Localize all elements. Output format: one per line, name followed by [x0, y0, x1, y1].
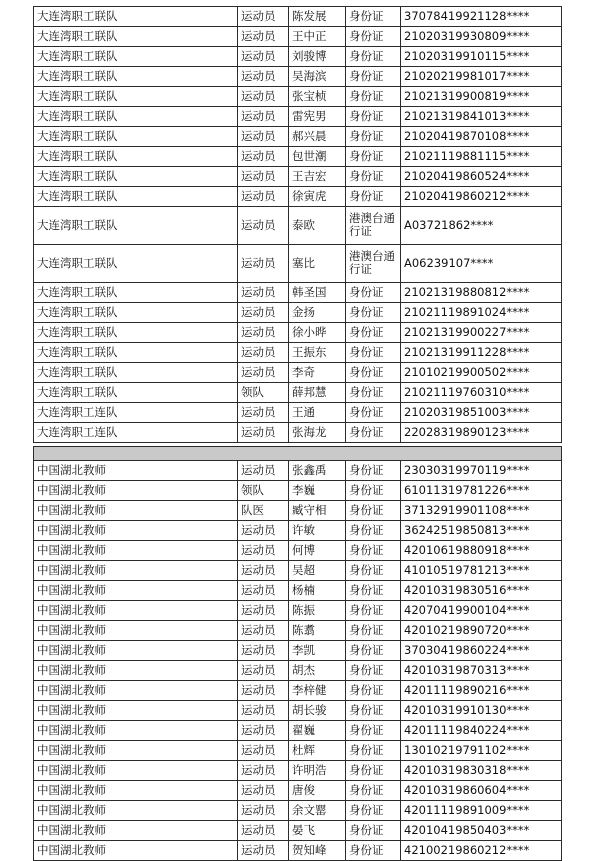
cell-role: 运动员 — [238, 67, 289, 87]
cell-doc-type: 身份证 — [346, 187, 401, 207]
cell-role: 队医 — [238, 501, 289, 521]
table-row — [34, 821, 562, 841]
cell-name: 金扬 — [289, 303, 346, 323]
cell-doc-type: 身份证 — [346, 147, 401, 167]
cell-role: 运动员 — [238, 781, 289, 801]
cell-role: 运动员 — [238, 363, 289, 383]
cell-doc-number: 21020219981017**** — [401, 67, 562, 87]
cell-doc-type: 身份证 — [346, 167, 401, 187]
cell-doc-number: 42010319870313**** — [401, 661, 562, 681]
cell-doc-type: 身份证 — [346, 87, 401, 107]
cell-doc-number: 42011119890216**** — [401, 681, 562, 701]
cell-name: 陈振 — [289, 601, 346, 621]
cell-role: 运动员 — [238, 107, 289, 127]
cell-doc-type: 身份证 — [346, 761, 401, 781]
cell-doc-type: 身份证 — [346, 423, 401, 443]
cell-doc-number: 21021119760310**** — [401, 383, 562, 403]
cell-name: 李凯 — [289, 641, 346, 661]
cell-team: 大连湾职工联队 — [34, 383, 238, 403]
cell-doc-number: 21020319930809**** — [401, 27, 562, 47]
cell-role: 运动员 — [238, 821, 289, 841]
cell-team: 大连湾职工联队 — [34, 245, 238, 283]
cell-doc-number: 21020319910115**** — [401, 47, 562, 67]
cell-doc-number: 42010619880918**** — [401, 541, 562, 561]
cell-name: 陈发展 — [289, 7, 346, 27]
cell-role: 运动员 — [238, 403, 289, 423]
cell-team: 大连湾职工联队 — [34, 67, 238, 87]
cell-role: 运动员 — [238, 323, 289, 343]
cell-team: 大连湾职工联队 — [34, 7, 238, 27]
cell-name: 许敏 — [289, 521, 346, 541]
cell-team: 大连湾职工连队 — [34, 423, 238, 443]
cell-doc-type: 身份证 — [346, 821, 401, 841]
cell-role: 运动员 — [238, 7, 289, 27]
cell-role: 运动员 — [238, 27, 289, 47]
cell-team: 大连湾职工联队 — [34, 283, 238, 303]
cell-doc-type: 身份证 — [346, 363, 401, 383]
cell-doc-type: 身份证 — [346, 383, 401, 403]
cell-name: 包世潮 — [289, 147, 346, 167]
table-row — [34, 481, 562, 501]
table-row — [34, 761, 562, 781]
cell-doc-type: 身份证 — [346, 501, 401, 521]
cell-role: 运动员 — [238, 621, 289, 641]
cell-doc-type: 身份证 — [346, 343, 401, 363]
cell-role: 运动员 — [238, 207, 289, 245]
cell-team: 中国湖北教师 — [34, 561, 238, 581]
cell-doc-type: 身份证 — [346, 403, 401, 423]
cell-team: 中国湖北教师 — [34, 501, 238, 521]
table-row — [34, 27, 562, 47]
cell-role: 运动员 — [238, 841, 289, 861]
cell-team: 大连湾职工联队 — [34, 107, 238, 127]
cell-doc-number: 42070419900104**** — [401, 601, 562, 621]
cell-doc-type: 身份证 — [346, 741, 401, 761]
cell-team: 大连湾职工联队 — [34, 303, 238, 323]
cell-name: 王吉宏 — [289, 167, 346, 187]
cell-doc-type: 身份证 — [346, 481, 401, 501]
cell-role: 运动员 — [238, 283, 289, 303]
cell-doc-type: 港澳台通行证 — [346, 245, 401, 283]
cell-doc-number: 21021319911228**** — [401, 343, 562, 363]
table-row — [34, 323, 562, 343]
cell-role: 运动员 — [238, 561, 289, 581]
section-separator-row — [34, 447, 562, 461]
cell-team: 中国湖北教师 — [34, 581, 238, 601]
table-row — [34, 521, 562, 541]
cell-doc-number: 21020419860212**** — [401, 187, 562, 207]
table-row — [34, 303, 562, 323]
cell-doc-number: 37132919901108**** — [401, 501, 562, 521]
cell-name: 贺知峰 — [289, 841, 346, 861]
cell-role: 运动员 — [238, 245, 289, 283]
cell-name: 余文罂 — [289, 801, 346, 821]
cell-doc-number: 22028319890123**** — [401, 423, 562, 443]
cell-doc-number: 21021319841013**** — [401, 107, 562, 127]
cell-team: 大连湾职工连队 — [34, 403, 238, 423]
cell-doc-type: 身份证 — [346, 47, 401, 67]
cell-doc-number: 36242519850813**** — [401, 521, 562, 541]
cell-role: 运动员 — [238, 127, 289, 147]
cell-role: 运动员 — [238, 761, 289, 781]
cell-doc-type: 身份证 — [346, 521, 401, 541]
cell-team: 中国湖北教师 — [34, 541, 238, 561]
cell-name: 杜辉 — [289, 741, 346, 761]
cell-doc-number: 42010319910130**** — [401, 701, 562, 721]
cell-name: 刘骏博 — [289, 47, 346, 67]
cell-doc-type: 身份证 — [346, 303, 401, 323]
cell-name: 臧守相 — [289, 501, 346, 521]
cell-role: 运动员 — [238, 187, 289, 207]
table-row — [34, 423, 562, 443]
cell-doc-number: 37030419860224**** — [401, 641, 562, 661]
cell-doc-type: 身份证 — [346, 681, 401, 701]
cell-role: 运动员 — [238, 681, 289, 701]
cell-name: 吴海滨 — [289, 67, 346, 87]
cell-role: 运动员 — [238, 343, 289, 363]
cell-doc-number: 21020419860524**** — [401, 167, 562, 187]
cell-name: 韩圣国 — [289, 283, 346, 303]
cell-team: 中国湖北教师 — [34, 641, 238, 661]
roster-table-body — [34, 7, 562, 861]
cell-role: 运动员 — [238, 303, 289, 323]
cell-doc-type: 身份证 — [346, 461, 401, 481]
table-row — [34, 47, 562, 67]
cell-name: 泰欧 — [289, 207, 346, 245]
cell-name: 王振东 — [289, 343, 346, 363]
cell-doc-number: 42100219860212**** — [401, 841, 562, 861]
cell-role: 运动员 — [238, 47, 289, 67]
cell-doc-type: 身份证 — [346, 561, 401, 581]
cell-doc-type: 身份证 — [346, 107, 401, 127]
participant-roster-table — [33, 6, 562, 861]
cell-role: 运动员 — [238, 641, 289, 661]
table-row — [34, 127, 562, 147]
cell-team: 中国湖北教师 — [34, 681, 238, 701]
cell-name: 张鑫禹 — [289, 461, 346, 481]
cell-doc-number: 42011119840224**** — [401, 721, 562, 741]
cell-doc-type: 身份证 — [346, 661, 401, 681]
cell-team: 大连湾职工联队 — [34, 363, 238, 383]
cell-doc-number: 21020419870108**** — [401, 127, 562, 147]
table-row — [34, 601, 562, 621]
cell-doc-number: 41010519781213**** — [401, 561, 562, 581]
table-row — [34, 461, 562, 481]
cell-team: 中国湖北教师 — [34, 661, 238, 681]
cell-doc-type: 身份证 — [346, 541, 401, 561]
table-row — [34, 781, 562, 801]
cell-role: 运动员 — [238, 581, 289, 601]
cell-doc-number: 37078419921128**** — [401, 7, 562, 27]
cell-doc-number: A06239107**** — [401, 245, 562, 283]
cell-name: 胡杰 — [289, 661, 346, 681]
cell-doc-type: 身份证 — [346, 283, 401, 303]
cell-name: 张海龙 — [289, 423, 346, 443]
cell-team: 中国湖北教师 — [34, 481, 238, 501]
cell-team: 中国湖北教师 — [34, 621, 238, 641]
cell-name: 陈翥 — [289, 621, 346, 641]
table-row — [34, 581, 562, 601]
cell-team: 大连湾职工联队 — [34, 87, 238, 107]
cell-team: 大连湾职工联队 — [34, 187, 238, 207]
cell-doc-number: 21021319900227**** — [401, 323, 562, 343]
table-row — [34, 383, 562, 403]
cell-team: 中国湖北教师 — [34, 781, 238, 801]
table-row — [34, 403, 562, 423]
cell-team: 中国湖北教师 — [34, 461, 238, 481]
table-row — [34, 87, 562, 107]
table-row — [34, 801, 562, 821]
cell-name: 李奇 — [289, 363, 346, 383]
cell-team: 中国湖北教师 — [34, 701, 238, 721]
table-row — [34, 621, 562, 641]
cell-doc-number: 42010219890720**** — [401, 621, 562, 641]
cell-doc-type: 身份证 — [346, 841, 401, 861]
cell-name: 徐小晔 — [289, 323, 346, 343]
cell-name: 徐寅虎 — [289, 187, 346, 207]
cell-role: 运动员 — [238, 721, 289, 741]
cell-team: 大连湾职工联队 — [34, 167, 238, 187]
cell-role: 运动员 — [238, 661, 289, 681]
cell-role: 运动员 — [238, 741, 289, 761]
cell-doc-type: 港澳台通行证 — [346, 207, 401, 245]
cell-doc-number: 21021319880812**** — [401, 283, 562, 303]
cell-role: 领队 — [238, 383, 289, 403]
table-row — [34, 641, 562, 661]
table-row — [34, 147, 562, 167]
cell-doc-type: 身份证 — [346, 581, 401, 601]
cell-role: 运动员 — [238, 461, 289, 481]
cell-doc-type: 身份证 — [346, 7, 401, 27]
section-separator-cell — [34, 447, 562, 461]
cell-name: 杨楠 — [289, 581, 346, 601]
table-row — [34, 363, 562, 383]
cell-doc-number: 21021319900819**** — [401, 87, 562, 107]
cell-name: 雷宪男 — [289, 107, 346, 127]
cell-role: 运动员 — [238, 167, 289, 187]
cell-doc-type: 身份证 — [346, 27, 401, 47]
cell-name: 晏飞 — [289, 821, 346, 841]
cell-name: 王通 — [289, 403, 346, 423]
cell-team: 中国湖北教师 — [34, 741, 238, 761]
cell-name: 塞比 — [289, 245, 346, 283]
cell-team: 大连湾职工联队 — [34, 343, 238, 363]
cell-role: 运动员 — [238, 147, 289, 167]
cell-role: 领队 — [238, 481, 289, 501]
cell-team: 中国湖北教师 — [34, 721, 238, 741]
cell-name: 吴超 — [289, 561, 346, 581]
table-row — [34, 187, 562, 207]
cell-team: 大连湾职工联队 — [34, 323, 238, 343]
cell-doc-number: 21020319851003**** — [401, 403, 562, 423]
cell-doc-type: 身份证 — [346, 127, 401, 147]
table-row — [34, 741, 562, 761]
cell-team: 大连湾职工联队 — [34, 207, 238, 245]
table-row — [34, 701, 562, 721]
table-row — [34, 661, 562, 681]
cell-name: 许明浩 — [289, 761, 346, 781]
cell-doc-type: 身份证 — [346, 801, 401, 821]
table-row — [34, 67, 562, 87]
cell-doc-number: 21021119891024**** — [401, 303, 562, 323]
table-row — [34, 245, 562, 283]
cell-doc-type: 身份证 — [346, 601, 401, 621]
cell-team: 大连湾职工联队 — [34, 127, 238, 147]
cell-team: 大连湾职工联队 — [34, 47, 238, 67]
cell-doc-number: 23030319970119**** — [401, 461, 562, 481]
cell-team: 中国湖北教师 — [34, 601, 238, 621]
cell-role: 运动员 — [238, 541, 289, 561]
table-row — [34, 207, 562, 245]
cell-role: 运动员 — [238, 701, 289, 721]
table-row — [34, 541, 562, 561]
cell-name: 翟巍 — [289, 721, 346, 741]
cell-team: 大连湾职工联队 — [34, 27, 238, 47]
cell-name: 郝兴晨 — [289, 127, 346, 147]
table-row — [34, 283, 562, 303]
cell-doc-number: 42010319860604**** — [401, 781, 562, 801]
cell-doc-number: 42011119891009**** — [401, 801, 562, 821]
table-row — [34, 7, 562, 27]
cell-name: 何博 — [289, 541, 346, 561]
cell-doc-number: 21010219900502**** — [401, 363, 562, 383]
table-row — [34, 501, 562, 521]
cell-team: 中国湖北教师 — [34, 801, 238, 821]
cell-role: 运动员 — [238, 423, 289, 443]
cell-role: 运动员 — [238, 521, 289, 541]
cell-team: 中国湖北教师 — [34, 821, 238, 841]
cell-doc-number: A03721862**** — [401, 207, 562, 245]
cell-name: 李巍 — [289, 481, 346, 501]
cell-doc-number: 42010319830318**** — [401, 761, 562, 781]
cell-doc-type: 身份证 — [346, 641, 401, 661]
cell-name: 王中正 — [289, 27, 346, 47]
table-row — [34, 841, 562, 861]
cell-doc-type: 身份证 — [346, 781, 401, 801]
cell-team: 中国湖北教师 — [34, 761, 238, 781]
table-row — [34, 167, 562, 187]
cell-doc-type: 身份证 — [346, 67, 401, 87]
cell-team: 大连湾职工联队 — [34, 147, 238, 167]
table-row — [34, 107, 562, 127]
cell-role: 运动员 — [238, 601, 289, 621]
cell-doc-type: 身份证 — [346, 323, 401, 343]
cell-doc-number: 42010419850403**** — [401, 821, 562, 841]
cell-name: 唐俊 — [289, 781, 346, 801]
table-row — [34, 681, 562, 701]
cell-name: 薛邦慧 — [289, 383, 346, 403]
table-row — [34, 721, 562, 741]
cell-doc-type: 身份证 — [346, 721, 401, 741]
cell-doc-number: 13010219791102**** — [401, 741, 562, 761]
cell-name: 张宝桢 — [289, 87, 346, 107]
cell-doc-type: 身份证 — [346, 701, 401, 721]
table-row — [34, 561, 562, 581]
cell-team: 中国湖北教师 — [34, 521, 238, 541]
cell-doc-number: 21021119881115**** — [401, 147, 562, 167]
cell-name: 李梓健 — [289, 681, 346, 701]
table-row — [34, 343, 562, 363]
cell-role: 运动员 — [238, 801, 289, 821]
cell-doc-number: 61011319781226**** — [401, 481, 562, 501]
cell-doc-type: 身份证 — [346, 621, 401, 641]
cell-doc-number: 42010319830516**** — [401, 581, 562, 601]
cell-name: 胡长骏 — [289, 701, 346, 721]
cell-role: 运动员 — [238, 87, 289, 107]
cell-team: 中国湖北教师 — [34, 841, 238, 861]
